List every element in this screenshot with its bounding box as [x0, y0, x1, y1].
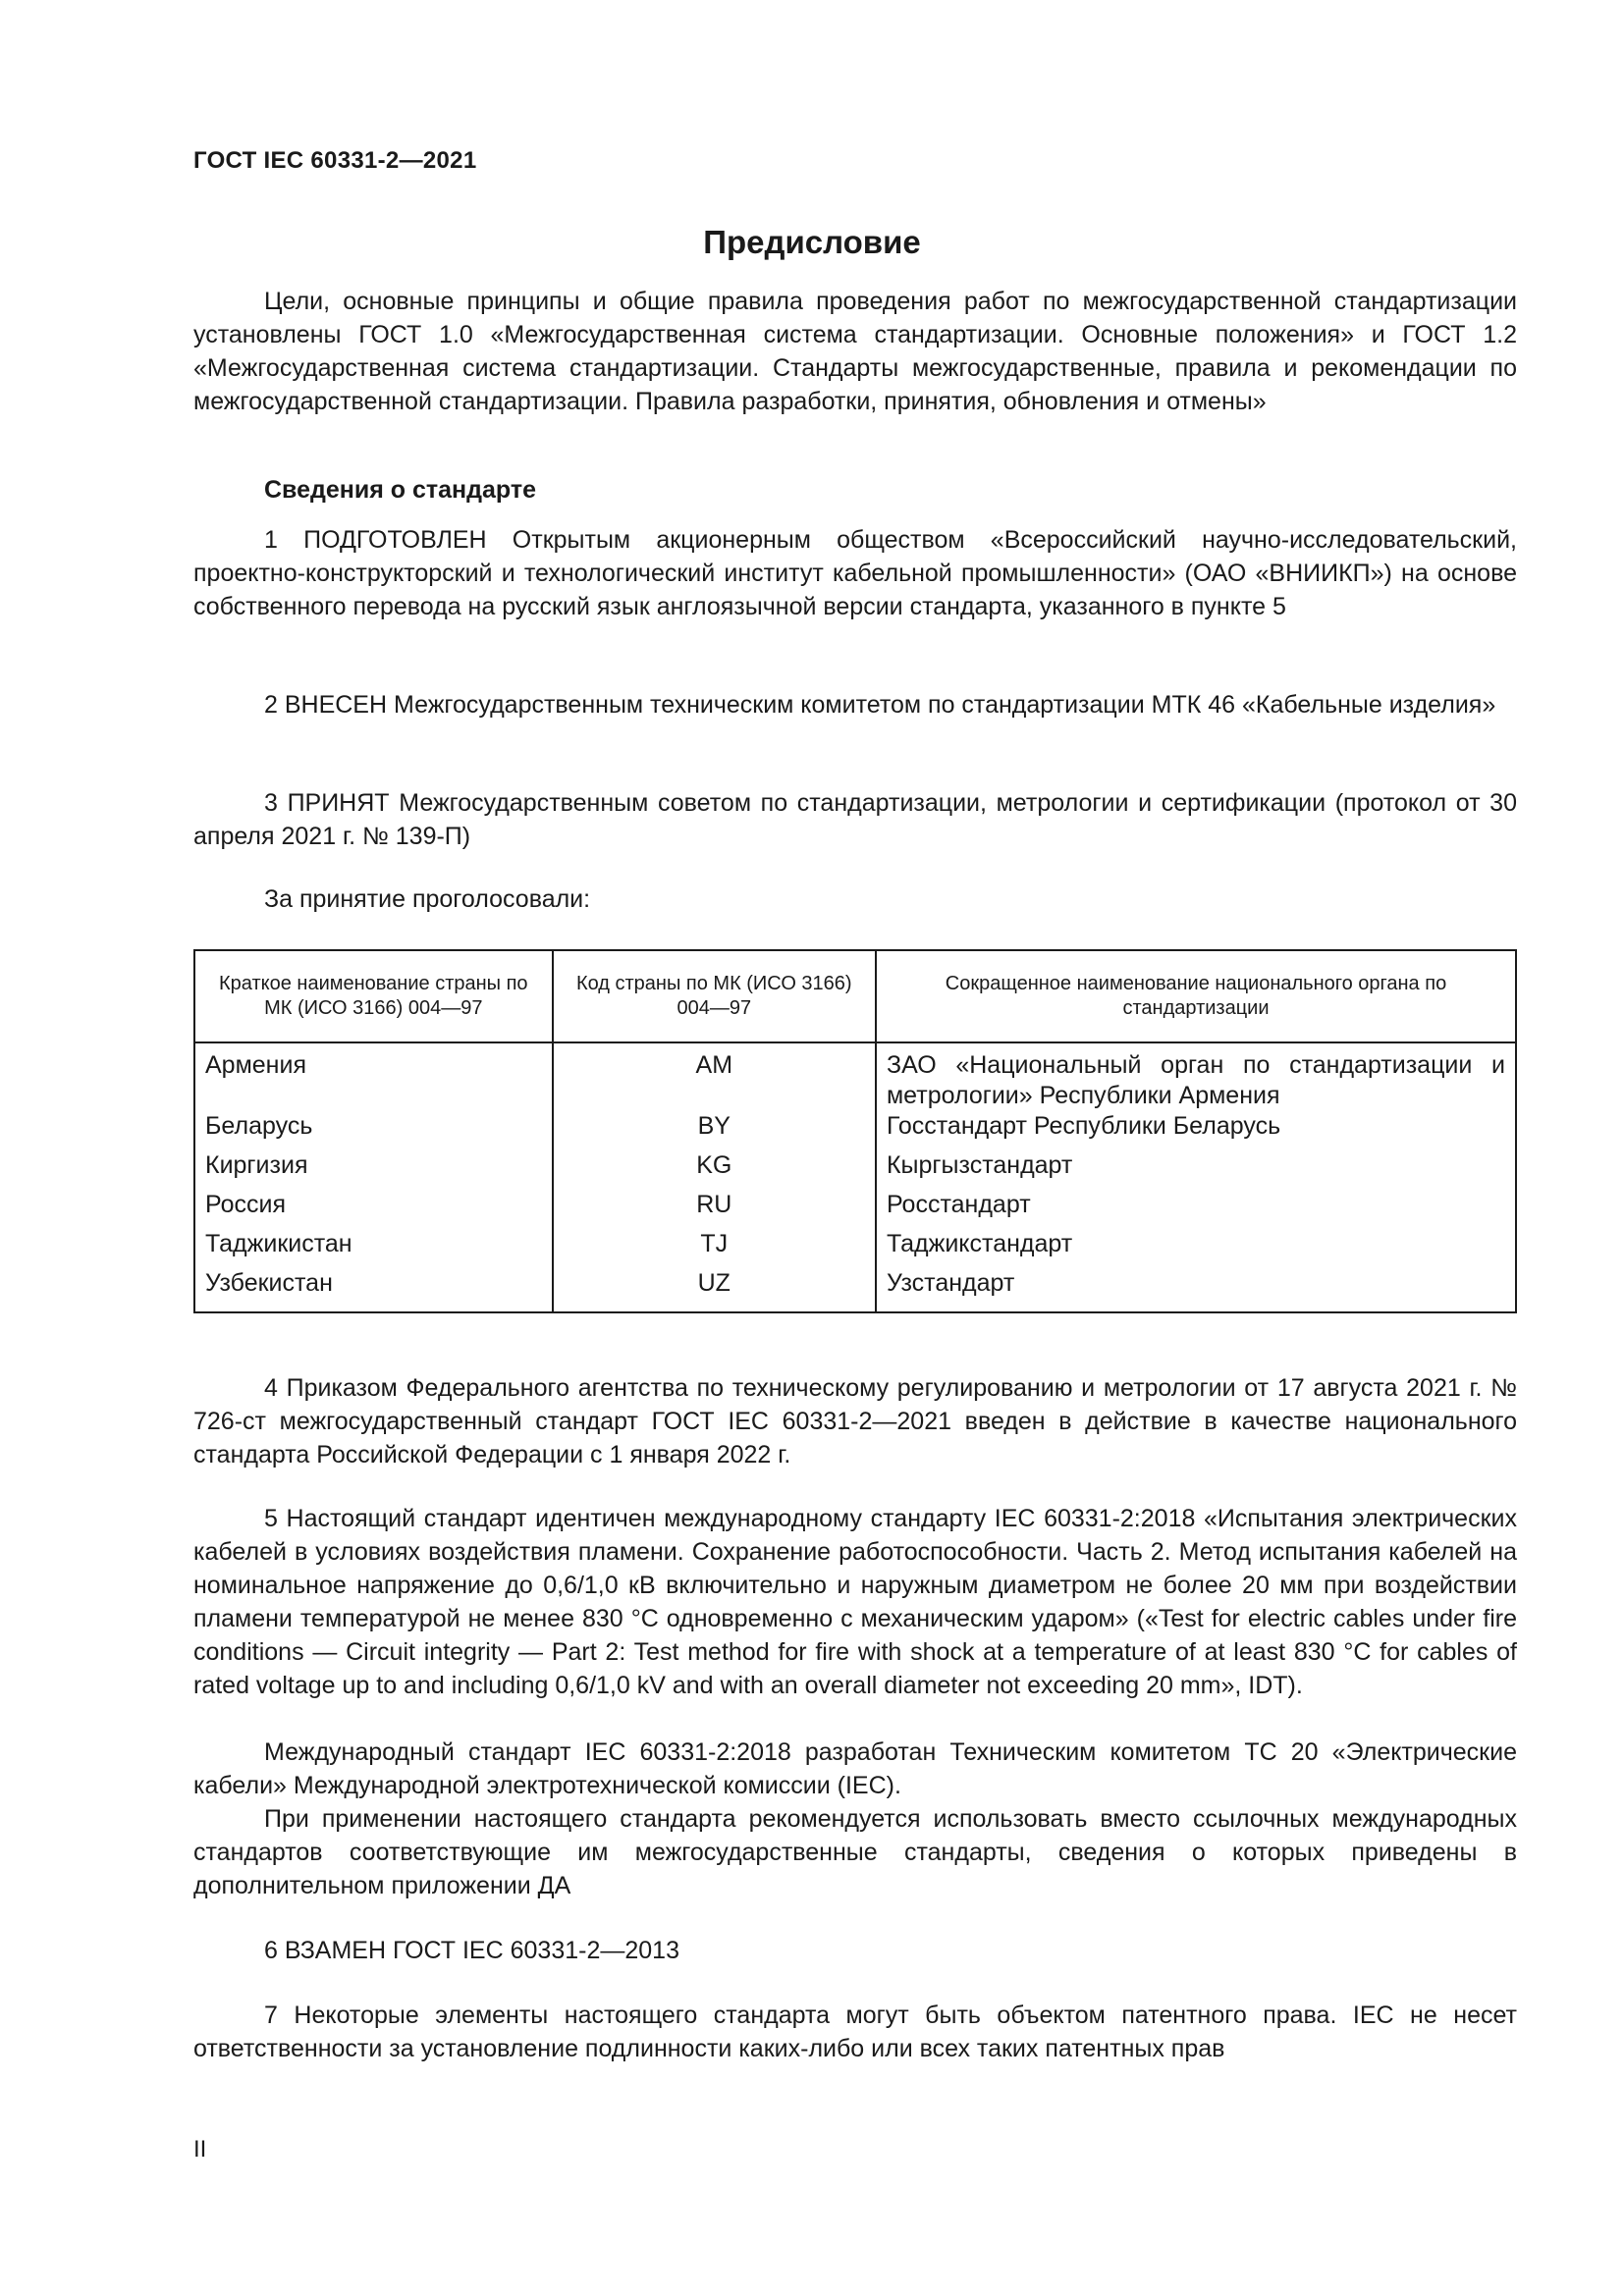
item-1-prepared: 1 ПОДГОТОВЛЕН Открытым акционерным обществом «Всероссийский научно-исследовательский, проектно-конструкторский и технологический институт кабельной промышленности» (ОАО «ВНИИКП») на основе собственного перевода на русский язык англоязычной версии стандарта, указанного в пункте 5 — [193, 526, 1517, 620]
votes-table — [193, 949, 1517, 1313]
country-cell: Армения — [194, 1042, 553, 1111]
standard-info-heading: Сведения о стандарте — [264, 476, 537, 504]
votes-label: За принятие проголосовали: — [264, 885, 591, 913]
country-cell: Беларусь — [194, 1111, 553, 1150]
table-row — [194, 1111, 1516, 1150]
organ-cell: Росстандарт — [876, 1190, 1516, 1229]
item-5-application-note: При применении настоящего стандарта рекомендуется использовать вместо ссылочных международных стандартов соответствующие им межгосударственные стандарты, сведения о которых приведены в дополнительном приложении ДА — [193, 1805, 1517, 1899]
table-row — [194, 1190, 1516, 1229]
organ-cell: Кыргызстандарт — [876, 1150, 1516, 1190]
item-6-replaces: 6 ВЗАМЕН ГОСТ IEC 60331-2—2013 — [264, 1937, 679, 1964]
organ-cell: Узстандарт — [876, 1268, 1516, 1312]
page-number: II — [193, 2136, 207, 2163]
table-header-row — [194, 950, 1516, 1042]
item-5-identical: 5 Настоящий стандарт идентичен международному стандарту IEC 60331-2:2018 «Испытания электрических кабелей в условиях воздействия пламени. Сохранение работоспособности. Часть 2. Метод испытания кабелей на номинальное напряжение до 0,6/1,0 кВ включительно и наружным диаметром не более 20 мм при воздействии пламени температурой не менее 830 °С одновременно с механическим ударом» («Test for electric cables under fire conditions — Circuit integrity — Part 2: Test method for fire with shock at a temperature of at least 830 °C for cables of rated voltage up to and including 0,6/1,0 kV and with an overall diameter not exceeding 20 mm», IDT). — [193, 1505, 1517, 1699]
code-cell: KG — [553, 1150, 876, 1190]
page-title: Предисловие — [703, 224, 921, 260]
table-row — [194, 1042, 1516, 1111]
code-cell: RU — [553, 1190, 876, 1229]
item-3-adopted: 3 ПРИНЯТ Межгосударственным советом по стандартизации, метрологии и сертификации (протокол от 30 апреля 2021 г. № 139-П) — [193, 789, 1517, 850]
country-cell: Узбекистан — [194, 1268, 553, 1312]
code-cell: AM — [553, 1042, 876, 1111]
header-code: Код страны по МК (ИСО 3166) 004—97 — [553, 950, 876, 1042]
code-cell: TJ — [553, 1229, 876, 1268]
table-row — [194, 1150, 1516, 1190]
document-code: ГОСТ IEC 60331-2—2021 — [193, 147, 477, 174]
intro-paragraph: Цели, основные принципы и общие правила проведения работ по межгосударственной стандартизации установлены ГОСТ 1.0 «Межгосударственная система стандартизации. Основные положения» и ГОСТ 1.2 «Межгосударственная система стандартизации. Стандарты межгосударственные, правила и рекомендации по межгосударственной стандартизации. Правила разработки, принятия, обновления и отмены» — [193, 288, 1517, 415]
item-4-order: 4 Приказом Федерального агентства по техническому регулированию и метрологии от 17 августа 2021 г. № 726-ст межгосударственный стандарт ГОСТ IEC 60331-2—2021 введен в действие в качестве национального стандарта Российской Федерации с 1 января 2022 г. — [193, 1374, 1517, 1468]
organ-cell: Госстандарт Республики Беларусь — [876, 1111, 1516, 1150]
header-organ: Сокращенное наименование национального органа по стандартизации — [876, 950, 1516, 1042]
item-2-submitted: 2 ВНЕСЕН Межгосударственным техническим комитетом по стандартизации МТК 46 «Кабельные изделия» — [264, 691, 1496, 719]
item-5-developed-by: Международный стандарт IEC 60331-2:2018 разработан Техническим комитетом ТС 20 «Электрические кабели» Международной электротехнической комиссии (IEC). — [193, 1738, 1517, 1799]
country-cell: Киргизия — [194, 1150, 553, 1190]
organ-cell: Таджикстандарт — [876, 1229, 1516, 1268]
table-row — [194, 1268, 1516, 1312]
code-cell: BY — [553, 1111, 876, 1150]
country-cell: Россия — [194, 1190, 553, 1229]
code-cell: UZ — [553, 1268, 876, 1312]
table-row — [194, 1229, 1516, 1268]
country-cell: Таджикистан — [194, 1229, 553, 1268]
header-country: Краткое наименование страны по МК (ИСО 3166) 004—97 — [194, 950, 553, 1042]
item-7-patents: 7 Некоторые элементы настоящего стандарта могут быть объектом патентного права. IEC не несет ответственности за установление подлинности каких-либо или всех таких патентных прав — [193, 2002, 1517, 2062]
organ-cell: ЗАО «Национальный орган по стандартизации и метрологии» Республики Армения — [876, 1042, 1516, 1111]
